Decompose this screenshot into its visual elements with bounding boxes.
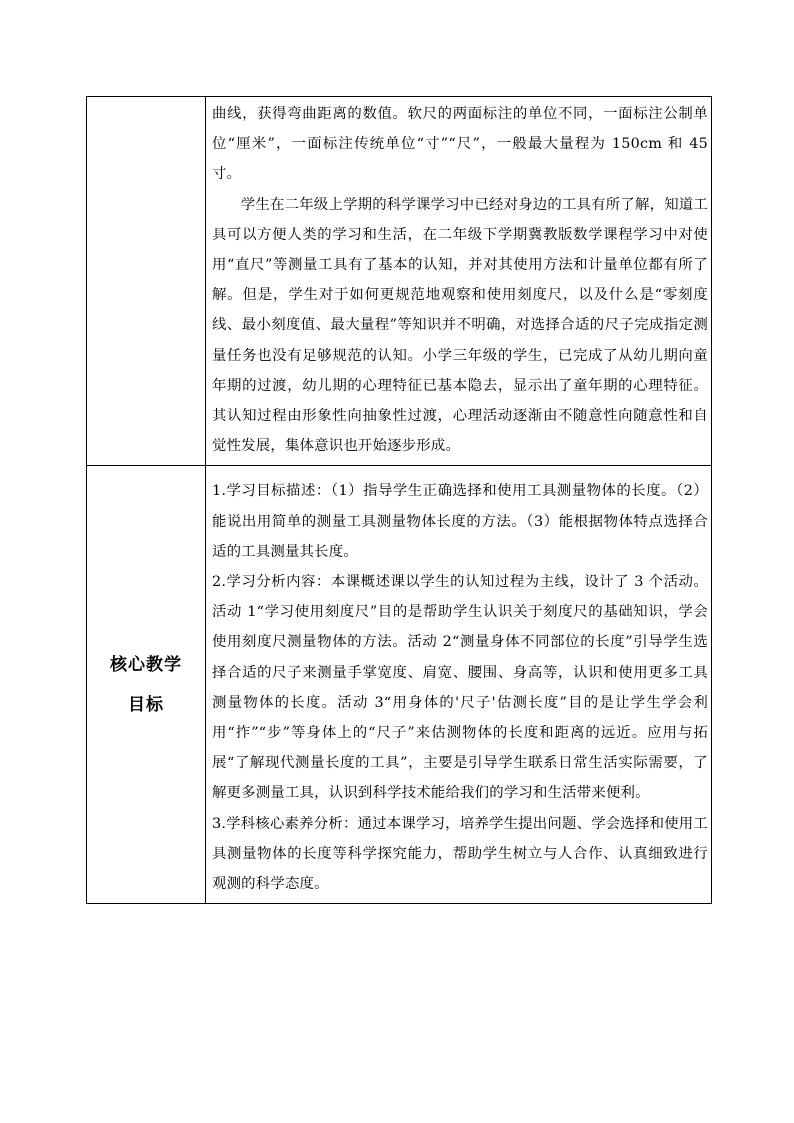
table-row xyxy=(87,97,712,466)
paragraph: 3.学科核心素养分析：通过本课学习，培养学生提出问题、学会选择和使用工具测量物体的长度等科学探究能力，帮助学生树立与人合作、认真细致进行观测的科学态度。 xyxy=(212,815,708,893)
row-label-cell xyxy=(87,466,206,904)
row-label: 核心教学 目标 xyxy=(110,654,182,715)
row-label-cell xyxy=(87,97,206,466)
paragraph: 学生在二年级上学期的科学课学习中已经对身边的工具有所了解，知道工具可以方便人类的学习和生活，在二年级下学期冀教版数学课程学习中对使用“直尺”等测量工具有了基本的认知，并对其使用方法和计量单位都有所了解。但是，学生对于如何更规范地观察和使用刻度尺，以及什么是“零刻度线、最小刻度值、最大量程”等知识并不明确，对选择合适的尺子完成指定测量任务也没有足够规范的认知。小学三年级的学生，已完成了从幼儿期向童年期的过渡，幼儿期的心理特征已基本隐去，显示出了童年期的心理特征。其认知过程由形象性向抽象性过渡，心理活动逐渐由不随意性向随意性和自觉性发展，集体意识也开始逐步形成。 xyxy=(212,196,708,455)
content-body xyxy=(206,466,711,903)
content-body xyxy=(206,97,711,465)
lesson-plan-table xyxy=(86,96,712,904)
paragraph: 2.学习分析内容：本课概述课以学生的认知过程为主线，设计了 3 个活动。活动 1“学习使用刻度尺”目的是帮助学生认识关于刻度尺的基础知识，学会使用刻度尺测量物体的方法。活动 2“测量身体不同部位的长度”引导学生选择合适的尺子来测量手掌宽度、肩宽、腰围、身高等，认识和使用更多工具测量物体的长度。活动 3“用身体的'尺子'估测长度”目的是让学生学会利用“拃”“步”等身体上的“尺子”来估测物体的长度和距离的远近。应用与拓展“了解现代测量长度的工具”，主要是引导学生联系日常生活实际需要，了解更多测量工具，认识到科学技术能给我们的学习和生活带来便利。 xyxy=(212,574,708,802)
content-cell xyxy=(206,97,712,466)
paragraph: 曲线，获得弯曲距离的数值。软尺的两面标注的单位不同，一面标注公制单位“厘米”，一面标注传统单位“寸”“尺”，一般最大量程为 150cm 和 45 寸。 xyxy=(212,106,708,183)
table-row xyxy=(87,466,712,904)
content-cell xyxy=(206,466,712,904)
paragraph: 1.学习目标描述：（1）指导学生正确选择和使用工具测量物体的长度。（2）能说出用简单的测量工具测量物体长度的方法。（3）能根据物体特点选择合适的工具测量其长度。 xyxy=(212,483,708,560)
